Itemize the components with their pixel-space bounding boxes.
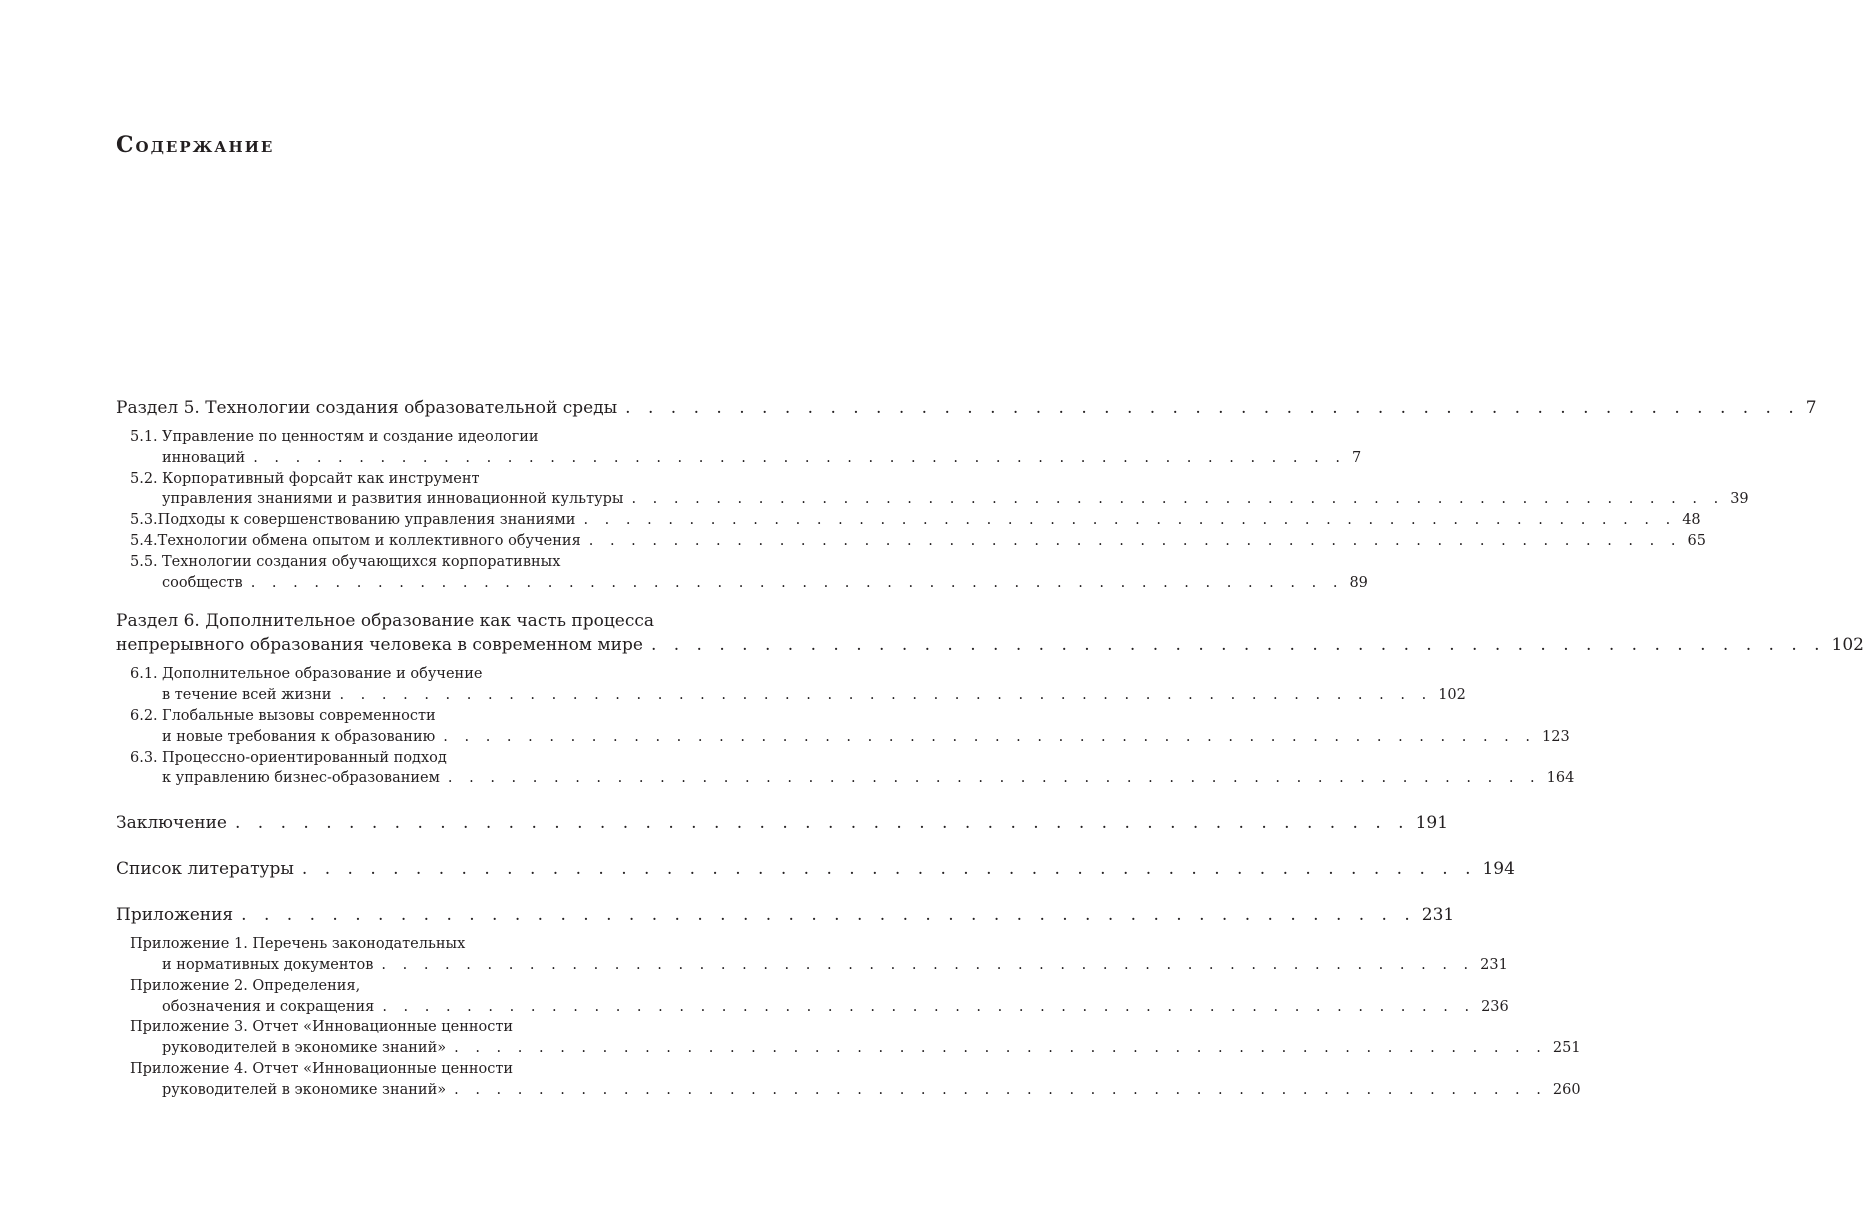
page-number: 236 [1481, 998, 1509, 1015]
toc-appendix-4[interactable] [130, 1059, 1581, 1101]
toc-appendix-1[interactable] [130, 934, 1508, 976]
dot-leader: . . . . . . . . . . . . . . . . . . . . . . . . . . . . . . . . . . . . . . . . . . . . . . . . . . . . [250, 574, 1344, 591]
page-number: 48 [1682, 512, 1701, 529]
item-title-line: Приложение 1. Перечень законодательных [130, 936, 466, 953]
dot-leader: . . . . . . . . . . . . . . . . . . . . . . . . . . . . . . . . . . . . . . . . . . . . . . . . . . . . [583, 512, 1677, 529]
item-title-line: Приложение 4. Отчет «Инновационные ценности [130, 1060, 514, 1077]
dot-leader: . . . . . . . . . . . . . . . . . . . . . . . . . . . . . . . . . . . . . . . . . . . . . . . . . . . . [454, 1040, 1547, 1057]
toc-item-6-3[interactable] [130, 748, 1575, 790]
item-title-line: Приложение 2. Определения, [130, 977, 361, 994]
toc-item-5-1[interactable] [130, 427, 1362, 469]
toc-item-5-5[interactable] [130, 552, 1368, 594]
dot-leader: . . . . . . . . . . . . . . . . . . . . . . . . . . . . . . . . . . . . . . . . . . . . . . . . . . . . [631, 491, 1725, 508]
toc-section-title: Приложения [116, 905, 234, 926]
toc-item-5-4[interactable] [130, 531, 1706, 552]
toc-item-6-1[interactable] [130, 664, 1466, 706]
toc-conclusion[interactable] [116, 811, 1449, 835]
dot-leader: . . . . . . . . . . . . . . . . . . . . . . . . . . . . . . . . . . . . . . . . . . . . . . . . . . . . [241, 905, 1416, 926]
page-number: 194 [1482, 859, 1515, 880]
toc-appendix-2[interactable] [130, 976, 1509, 1018]
item-title-line: руководителей в экономике знаний» [162, 1040, 447, 1057]
toc-section-title: Раздел 5. Технологии создания образовательной среды [116, 398, 618, 418]
item-number: 5.2. [130, 470, 158, 487]
dot-leader: . . . . . . . . . . . . . . . . . . . . . . . . . . . . . . . . . . . . . . . . . . . . . . . . . . . . [253, 449, 1346, 466]
item-title-line: Технологии создания обучающихся корпоративных [162, 553, 561, 570]
page-number: 123 [1542, 728, 1570, 745]
item-title-line: Технологии обмена опытом и коллективного обучения [157, 532, 581, 549]
toc-item-6-2[interactable] [130, 706, 1570, 748]
item-title-line: управления знаниями и развития инновационной культуры [162, 491, 624, 508]
dot-leader: . . . . . . . . . . . . . . . . . . . . . . . . . . . . . . . . . . . . . . . . . . . . . . . . . . . . [339, 687, 1433, 704]
item-number: 5.1. [130, 429, 158, 445]
item-title-line: Приложение 3. Отчет «Инновационные ценности [130, 1019, 514, 1036]
page-number: 7 [1805, 398, 1817, 418]
item-title-line: Дополнительное образование и обучение [162, 666, 483, 683]
item-title-line: Глобальные вызовы современности [162, 707, 436, 724]
item-title-line: Управление по ценностям и создание идеологии [162, 429, 539, 445]
dot-leader: . . . . . . . . . . . . . . . . . . . . . . . . . . . . . . . . . . . . . . . . . . . . . . . . . . . . [443, 728, 1537, 745]
item-title-line: инноваций [162, 449, 246, 466]
page-title: Содержание [116, 132, 275, 158]
item-number: 6.2. [130, 707, 158, 724]
toc-item-5-3[interactable] [130, 510, 1701, 531]
item-title-line: обозначения и сокращения [162, 998, 375, 1015]
item-title-line: Процессно-ориентированный подход [162, 749, 447, 766]
toc-item-5-2[interactable] [130, 469, 1749, 511]
page-number: 102 [1831, 635, 1864, 656]
item-number: 5.4. [130, 532, 158, 549]
page-number: 164 [1546, 770, 1575, 787]
page-number: 7 [1351, 449, 1362, 466]
item-title-line: к управлению бизнес-образованием [162, 770, 440, 787]
page-number: 251 [1552, 1040, 1581, 1057]
item-number: 6.3. [130, 749, 158, 766]
dot-leader: . . . . . . . . . . . . . . . . . . . . . . . . . . . . . . . . . . . . . . . . . . . . . . . . . . . . [382, 998, 1476, 1015]
toc-section-5[interactable] [116, 396, 1817, 420]
toc-references[interactable] [116, 857, 1515, 881]
toc-section-title: непрерывного образования человека в современном мире [116, 635, 643, 656]
dot-leader: . . . . . . . . . . . . . . . . . . . . . . . . . . . . . . . . . . . . . . . . . . . . . . . . . . . . [588, 532, 1682, 549]
dot-leader: . . . . . . . . . . . . . . . . . . . . . . . . . . . . . . . . . . . . . . . . . . . . . . . . . . . . [234, 813, 1410, 834]
item-title-line: и новые требования к образованию [162, 728, 436, 745]
page-number: 191 [1415, 813, 1449, 834]
item-title-line: в течение всей жизни [162, 687, 332, 704]
item-title-line: и нормативных документов [162, 956, 374, 973]
page-number: 260 [1552, 1081, 1581, 1098]
dot-leader: . . . . . . . . . . . . . . . . . . . . . . . . . . . . . . . . . . . . . . . . . . . . . . . . . . . . [625, 398, 1800, 418]
toc-section-title: Раздел 6. Дополнительное образование как часть процесса [116, 611, 655, 632]
item-number: 6.1. [130, 666, 158, 683]
page-number: 65 [1687, 532, 1706, 549]
dot-leader: . . . . . . . . . . . . . . . . . . . . . . . . . . . . . . . . . . . . . . . . . . . . . . . . . . . . [454, 1081, 1547, 1098]
page-number: 102 [1438, 687, 1466, 704]
toc-section-6[interactable] [116, 609, 1864, 657]
page-number: 39 [1730, 491, 1749, 508]
page-number: 89 [1349, 574, 1368, 591]
toc-section-title: Заключение [116, 813, 227, 834]
toc-appendices[interactable] [116, 903, 1455, 927]
page-number: 231 [1421, 905, 1455, 926]
table-of-contents [116, 390, 1864, 1101]
dot-leader: . . . . . . . . . . . . . . . . . . . . . . . . . . . . . . . . . . . . . . . . . . . . . . . . . . . . [301, 859, 1477, 880]
dot-leader: . . . . . . . . . . . . . . . . . . . . . . . . . . . . . . . . . . . . . . . . . . . . . . . . . . . . [381, 956, 1475, 973]
item-title-line: руководителей в экономике знаний» [162, 1081, 447, 1098]
dot-leader: . . . . . . . . . . . . . . . . . . . . . . . . . . . . . . . . . . . . . . . . . . . . . . . . . . . . [650, 635, 1826, 656]
item-number: 5.5. [130, 553, 158, 570]
dot-leader: . . . . . . . . . . . . . . . . . . . . . . . . . . . . . . . . . . . . . . . . . . . . . . . . . . . . [447, 770, 1541, 787]
toc-section-title: Список литературы [116, 859, 294, 880]
toc-appendix-3[interactable] [130, 1017, 1581, 1059]
page-number: 231 [1480, 956, 1508, 973]
item-title-line: сообществ [162, 574, 243, 591]
item-title-line: Подходы к совершенствованию управления знаниями [157, 512, 576, 529]
item-title-line: Корпоративный форсайт как инструмент [162, 470, 480, 487]
item-number: 5.3. [130, 512, 158, 529]
